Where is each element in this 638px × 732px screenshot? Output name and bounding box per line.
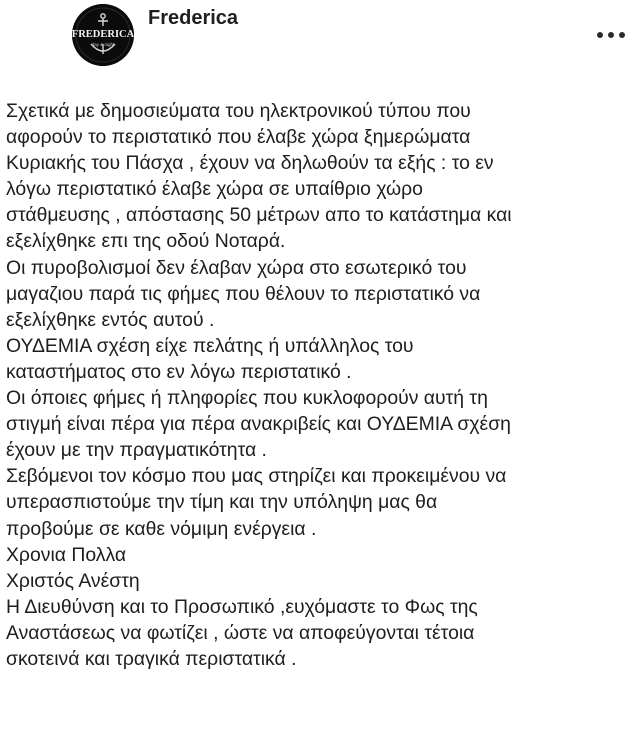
- page-avatar[interactable]: [72, 4, 134, 66]
- post-line: υπερασπιστούμε την τίμη και την υπόληψη μας θα: [6, 491, 438, 514]
- post-line: αφορούν το περιστατικό που έλαβε χώρα ξημερώματα: [6, 126, 471, 149]
- post-line: ΟΥΔΕΜΙΑ σχέση είχε πελάτης ή υπάλληλος του: [6, 334, 414, 357]
- post-line: Σχετικά με δημοσιεύματα του ηλεκτρονικού τύπου που: [6, 100, 471, 122]
- post-line: σκοτεινά και τραγικά περιστατικά .: [6, 647, 297, 670]
- post-line: Οι πυροβολισμοί δεν έλαβαν χώρα στο εσωτερικό του: [6, 256, 467, 279]
- post-line: μαγαζιου παρά τις φήμες που θέλουν το περιστατικό να: [6, 282, 481, 305]
- svg-text:day & night: day & night: [91, 42, 115, 47]
- post-line: προβούμε σε καθε νόμιμη ενέργεια .: [6, 517, 317, 540]
- post-line: Κυριακής του Πάσχα , έχουν να δηλωθούν τα εξής : το εν: [6, 152, 494, 175]
- more-options-button[interactable]: [597, 30, 625, 40]
- post-line: Σεβόμενοι τον κόσμο που μας στηρίζει και προκειμένου να: [6, 465, 507, 488]
- post-line: στιγμή είναι πέρα για πέρα ανακριβείς και ΟΥΔΕΜΙΑ σχέση: [6, 413, 511, 436]
- more-horizontal-icon: [597, 32, 625, 38]
- post-line: εξελίχθηκε επι της οδού Νοταρά.: [6, 230, 286, 253]
- post-line: εξελίχθηκε εντός αυτού .: [6, 308, 215, 331]
- post-line: έχουν με την πραγματικότητα .: [6, 439, 267, 462]
- post-line: Οι όποιες φήμες ή πληφορίες που κυκλοφορούν αυτή τη: [6, 387, 488, 410]
- svg-text:FREDERICA: FREDERICA: [72, 29, 134, 40]
- post-body-text: [6, 98, 632, 672]
- post-line: Χρονια Πολλα: [6, 543, 127, 566]
- post-line: Η Διευθύνση και το Προσωπικό ,ευχόμαστε το Φως της: [6, 595, 478, 618]
- post-line: Χριστός Ανέστη: [6, 569, 140, 592]
- post-author-name[interactable]: Frederica: [148, 7, 239, 29]
- frederica-logo-icon: [72, 4, 134, 66]
- post-line: στάθμευσης , απόστασης 50 μέτρων απο το κατάστημα και: [6, 204, 512, 227]
- post-line: καταστήματος στο εν λόγω περιστατικό .: [6, 360, 352, 383]
- post-line: λόγω περιστατικό έλαβε χώρα σε υπαίθριο χώρο: [6, 178, 423, 201]
- post-line: Αναστάσεως να φωτίζει , ώστε να αποφεύγονται τέτοια: [6, 621, 475, 644]
